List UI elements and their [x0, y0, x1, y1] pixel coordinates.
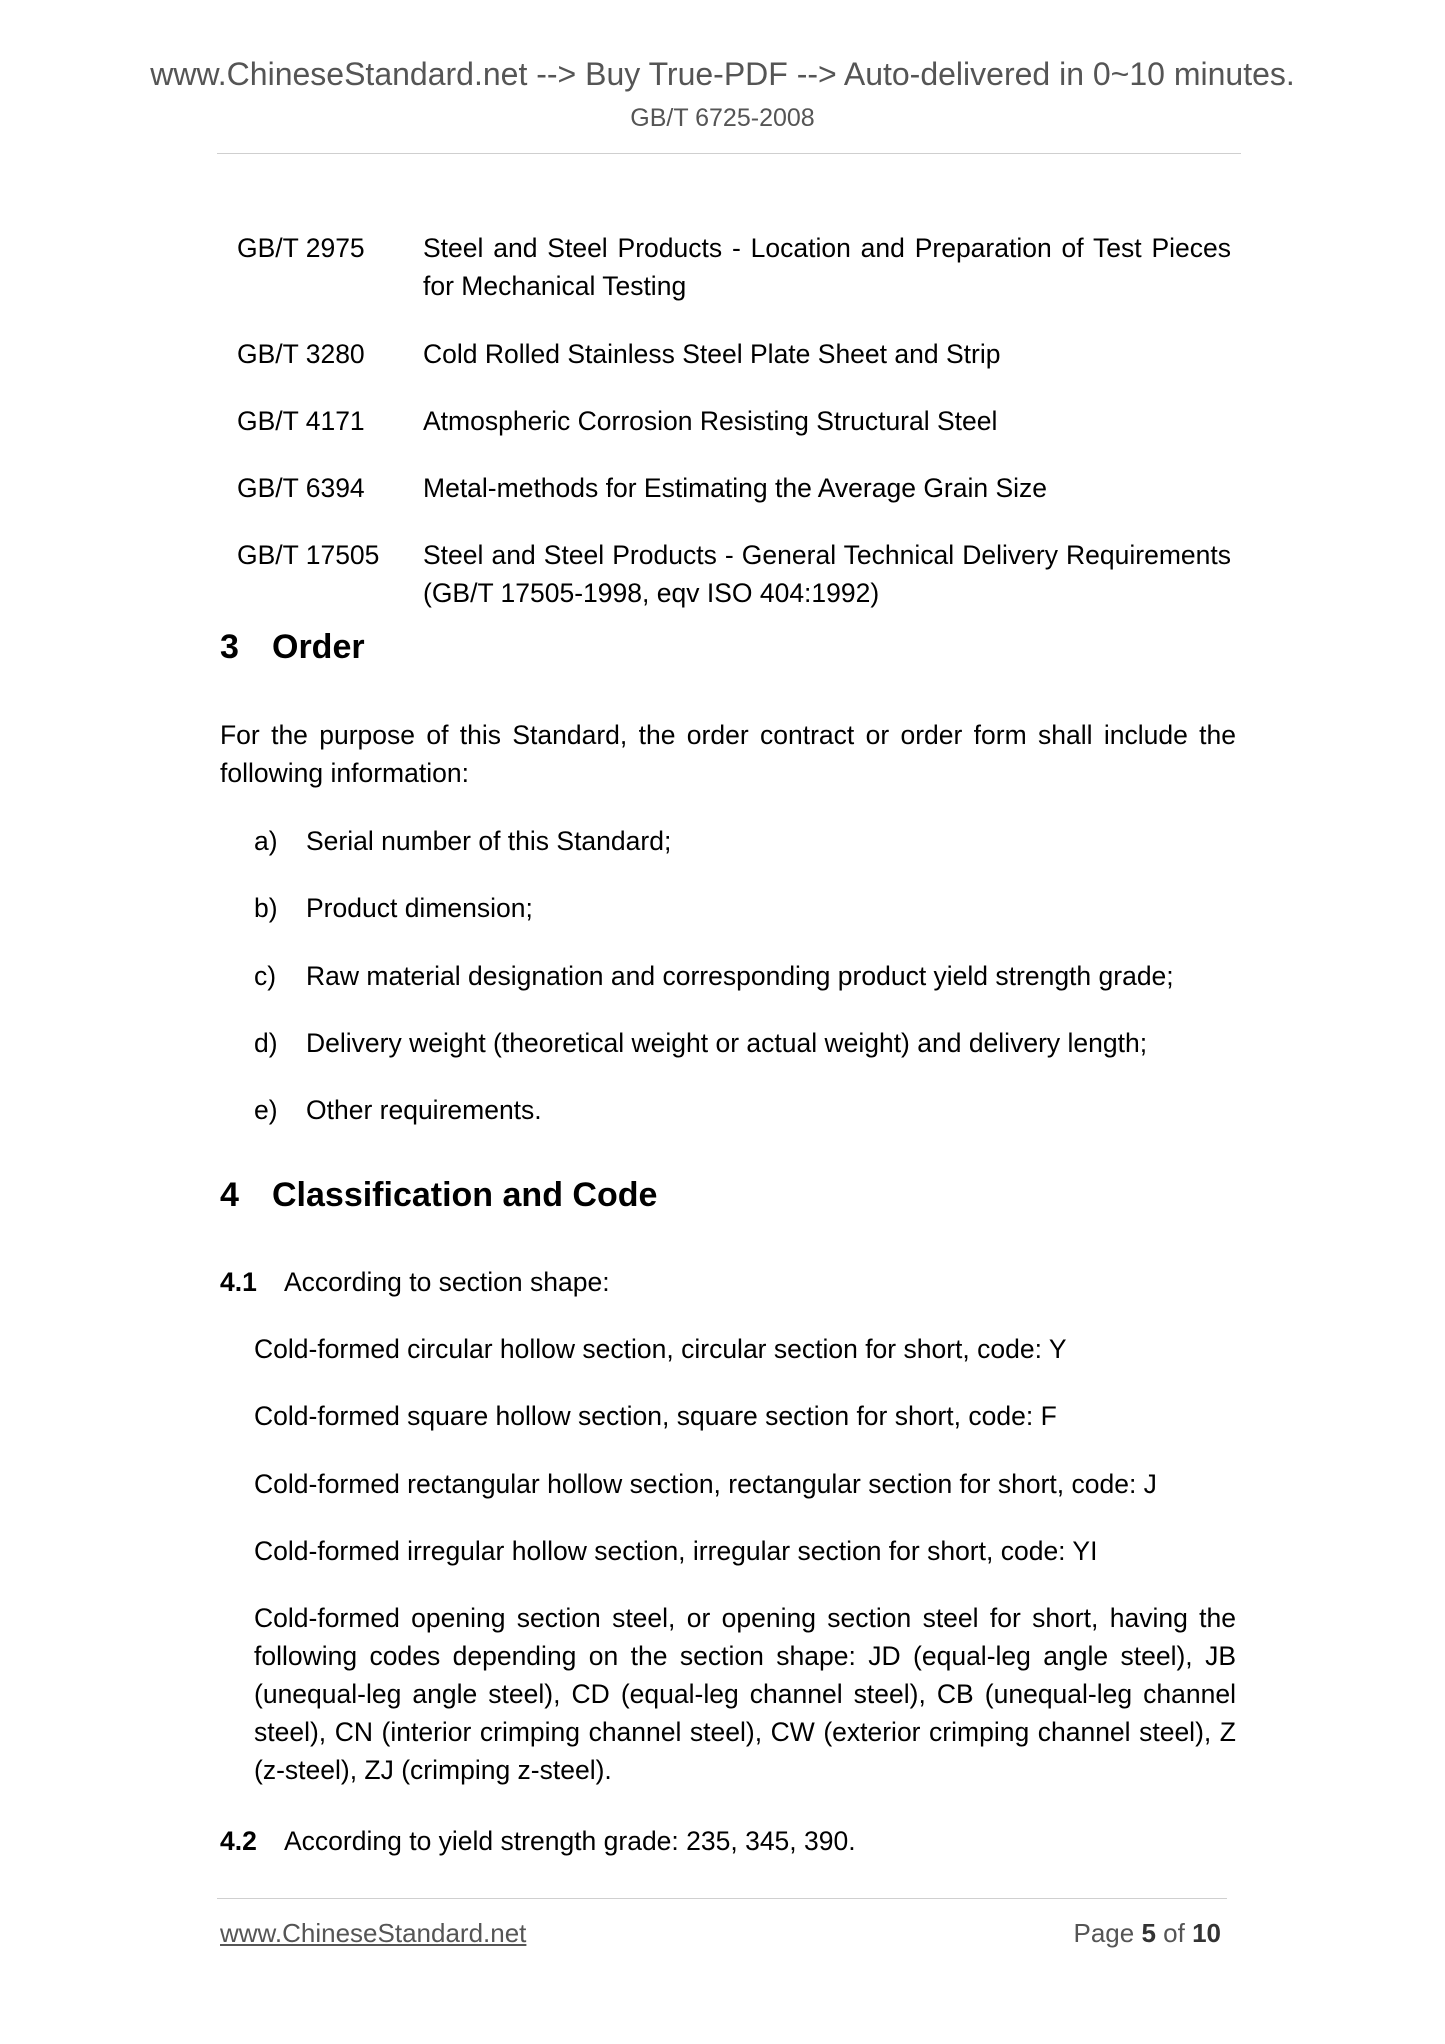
section-type-line: Cold-formed rectangular hollow section, rectangular section for short, code: J — [254, 1469, 1157, 1499]
header-divider — [217, 153, 1241, 154]
opening-section-paragraph: Cold-formed opening section steel, or opening section steel for short, having the following codes depending on the section shape: JD (equal-leg angle steel), JB (unequal-leg angle steel), CD (equal-leg channel steel), CB (unequal-leg channel steel), CN (interior crimping channel steel), CW (exterior crimping channel steel), Z (z-steel), ZJ (crimping z-steel). — [254, 1603, 1236, 1785]
page-prefix: Page — [1073, 1918, 1135, 1948]
list-item — [254, 957, 1214, 995]
list-item-letter: a) — [254, 826, 278, 856]
order-intro-paragraph: For the purpose of this Standard, the order contract or order form shall include the following information: — [220, 720, 1236, 788]
clause-text: According to yield strength grade: 235, 345, 390. — [284, 1826, 856, 1856]
section-3-heading — [220, 628, 365, 667]
list-item-letter: c) — [254, 961, 277, 991]
clause-4-1 — [220, 1263, 1236, 1301]
reference-code: GB/T 17505 — [237, 540, 380, 570]
page-indicator — [1073, 1918, 1221, 1949]
page-total: 10 — [1192, 1918, 1221, 1948]
page-of: of — [1163, 1918, 1185, 1948]
list-item — [254, 1024, 1214, 1062]
list-item — [254, 889, 1214, 927]
reference-code: GB/T 6394 — [237, 473, 365, 503]
clause-number: 4.1 — [220, 1267, 257, 1297]
reference-title: Metal-methods for Estimating the Average Grain Size — [423, 473, 1048, 503]
list-item-letter: e) — [254, 1095, 278, 1125]
reference-title: Steel and Steel Products - General Technical Delivery Requirements (GB/T 17505-1998, eqv ISO 404:1992) — [423, 540, 1231, 608]
list-item — [254, 822, 1214, 860]
list-item-text: Product dimension; — [306, 893, 533, 923]
reference-code: GB/T 3280 — [237, 339, 365, 369]
standard-code: GB/T 6725-2008 — [630, 104, 815, 132]
list-item-text: Raw material designation and corresponding product yield strength grade; — [306, 961, 1174, 991]
reference-code: GB/T 2975 — [237, 233, 365, 263]
clause-4-2 — [220, 1822, 1236, 1860]
reference-title: Cold Rolled Stainless Steel Plate Sheet and Strip — [423, 339, 1001, 369]
section-4-heading — [220, 1176, 657, 1215]
section-number: 3 — [220, 628, 239, 666]
footer-website-link[interactable]: www.ChineseStandard.net — [220, 1918, 527, 1948]
reference-title: Steel and Steel Products - Location and Preparation of Test Pieces for Mechanical Testing — [423, 233, 1231, 301]
list-item-text: Other requirements. — [306, 1095, 542, 1125]
reference-code: GB/T 4171 — [237, 406, 365, 436]
clause-text: According to section shape: — [284, 1267, 610, 1297]
section-type-line: Cold-formed circular hollow section, circular section for short, code: Y — [254, 1334, 1067, 1364]
list-item-letter: d) — [254, 1028, 278, 1058]
section-title: Classification and Code — [272, 1176, 658, 1214]
section-title: Order — [272, 628, 365, 666]
section-type-line: Cold-formed square hollow section, square section for short, code: F — [254, 1401, 1057, 1431]
reference-title: Atmospheric Corrosion Resisting Structural Steel — [423, 406, 998, 436]
clause-number: 4.2 — [220, 1826, 257, 1856]
list-item-text: Serial number of this Standard; — [306, 826, 672, 856]
footer-divider — [217, 1898, 1227, 1899]
header-banner[interactable]: www.ChineseStandard.net --> Buy True-PDF --> Auto-delivered in 0~10 minutes. — [150, 56, 1295, 92]
section-number: 4 — [220, 1176, 239, 1214]
section-type-line: Cold-formed irregular hollow section, irregular section for short, code: YI — [254, 1536, 1098, 1566]
list-item-letter: b) — [254, 893, 278, 923]
list-item — [254, 1091, 1214, 1129]
page-current: 5 — [1141, 1918, 1156, 1948]
list-item-text: Delivery weight (theoretical weight or actual weight) and delivery length; — [306, 1028, 1148, 1058]
